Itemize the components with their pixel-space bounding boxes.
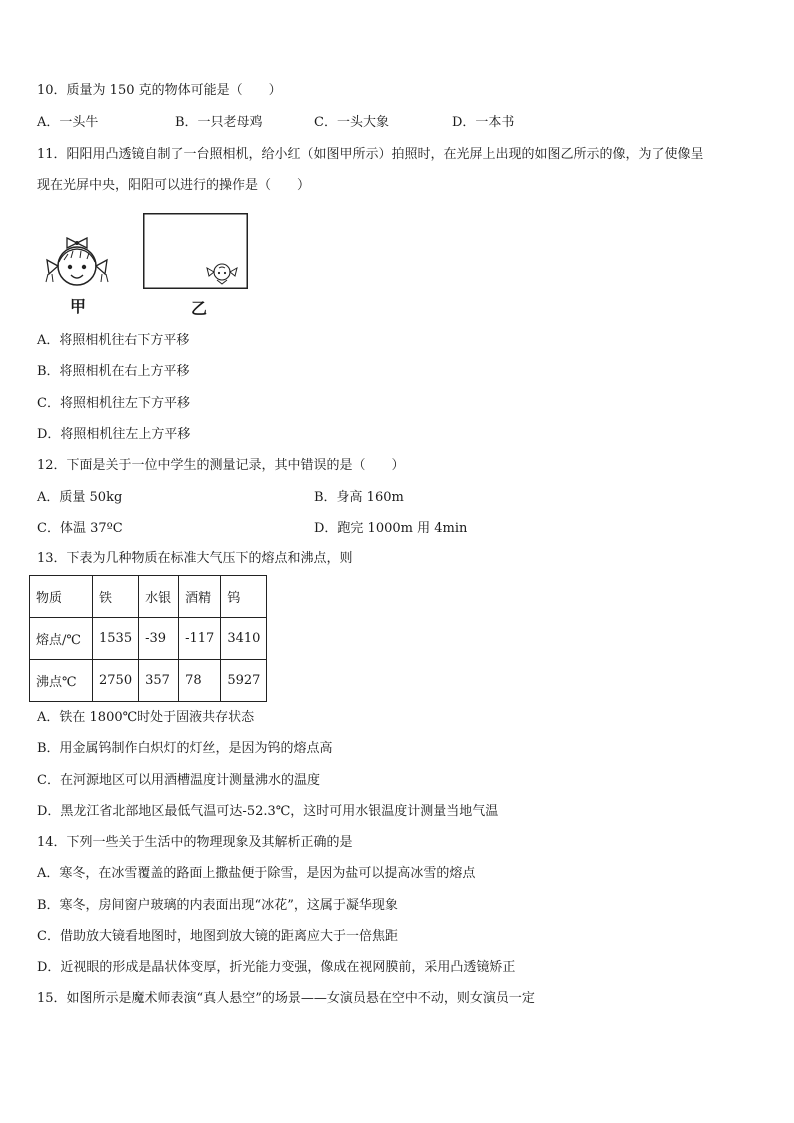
q10-option-d: D．一本书 — [452, 115, 515, 130]
table-cell: 2750 — [93, 660, 139, 702]
figure-yi-screen — [143, 213, 249, 289]
q10-option-c: C．一头大象 — [314, 115, 389, 130]
inverted-image-icon — [207, 264, 237, 284]
table-cell: 5927 — [221, 660, 267, 702]
q13-option-a: A．铁在 1800℃时处于固液共存状态 — [37, 710, 255, 725]
table-cell: -39 — [139, 618, 179, 660]
table-cell: 78 — [179, 660, 221, 702]
q14-option-c: C．借助放大镜看地图时，地图到放大镜的距离应大于一倍焦距 — [37, 929, 398, 944]
q13-option-c: C．在河源地区可以用酒槽温度计测量沸水的温度 — [37, 773, 320, 788]
table-cell: 3410 — [221, 618, 267, 660]
q12-stem: 12．下面是关于一位中学生的测量记录，其中错误的是（ ） — [37, 458, 405, 473]
q12-option-a: A．质量 50kg — [37, 490, 123, 505]
q10-stem: 10．质量为 150 克的物体可能是（ ） — [37, 83, 282, 98]
q14-option-a: A．寒冬，在冰雪覆盖的路面上撒盐便于除雪，是因为盐可以提高冰雪的熔点 — [37, 866, 476, 881]
q13-stem: 13．下表为几种物质在标准大气压下的熔点和沸点，则 — [37, 551, 353, 566]
q12-option-b: B．身高 160m — [314, 490, 404, 505]
table-cell: -117 — [179, 618, 221, 660]
q14-option-b: B．寒冬，房间窗户玻璃的内表面出现“冰花”，这属于凝华现象 — [37, 898, 398, 913]
table-cell: 1535 — [93, 618, 139, 660]
q13-option-d: D．黑龙江省北部地区最低气温可达-52.3℃，这时可用水银温度计测量当地气温 — [37, 804, 499, 819]
table-row — [30, 618, 267, 660]
q12-option-c: C．体温 37ºC — [37, 521, 123, 536]
q14-stem: 14．下列一些关于生活中的物理现象及其解析正确的是 — [37, 835, 353, 850]
figure-jia-label: 甲 — [70, 297, 87, 316]
melting-boiling-table — [29, 575, 267, 702]
q11-option-d: D．将照相机往左上方平移 — [37, 427, 191, 442]
table-cell: 熔点/℃ — [30, 618, 93, 660]
q11-stem-line2: 现在光屏中央，阳阳可以进行的操作是（ ） — [37, 178, 311, 193]
table-cell: 沸点℃ — [30, 660, 93, 702]
table-header-cell: 钨 — [221, 576, 267, 618]
q12-option-d: D．跑完 1000m 用 4min — [314, 521, 468, 536]
table-header-cell: 酒精 — [179, 576, 221, 618]
q11-option-c: C．将照相机往左下方平移 — [37, 396, 190, 411]
q10-option-b: B．一只老母鸡 — [175, 115, 263, 130]
q15-stem: 15．如图所示是魔术师表演“真人悬空”的场景——女演员悬在空中不动，则女演员一定 — [37, 991, 535, 1006]
q13-option-b: B．用金属钨制作白炽灯的灯丝，是因为钨的熔点高 — [37, 741, 333, 756]
table-cell: 357 — [139, 660, 179, 702]
table-header-cell: 铁 — [93, 576, 139, 618]
q11-option-b: B．将照相机在右上方平移 — [37, 364, 190, 379]
table-header-cell: 水银 — [139, 576, 179, 618]
q11-option-a: A．将照相机往右下方平移 — [37, 333, 190, 348]
q11-stem-line1: 11．阳阳用凸透镜自制了一台照相机，给小红（如图甲所示）拍照时，在光屏上出现的如图乙所示的像，为了使像呈 — [37, 147, 704, 162]
figure-jia-girl-drawing — [44, 230, 114, 292]
table-row — [30, 660, 267, 702]
q14-option-d: D．近视眼的形成是晶状体变厚，折光能力变强，像成在视网膜前，采用凸透镜矫正 — [37, 960, 516, 975]
q10-option-a: A．一头牛 — [37, 115, 99, 130]
table-header-row — [30, 576, 267, 618]
table-header-cell: 物质 — [30, 576, 93, 618]
figure-yi-label: 乙 — [191, 299, 208, 318]
